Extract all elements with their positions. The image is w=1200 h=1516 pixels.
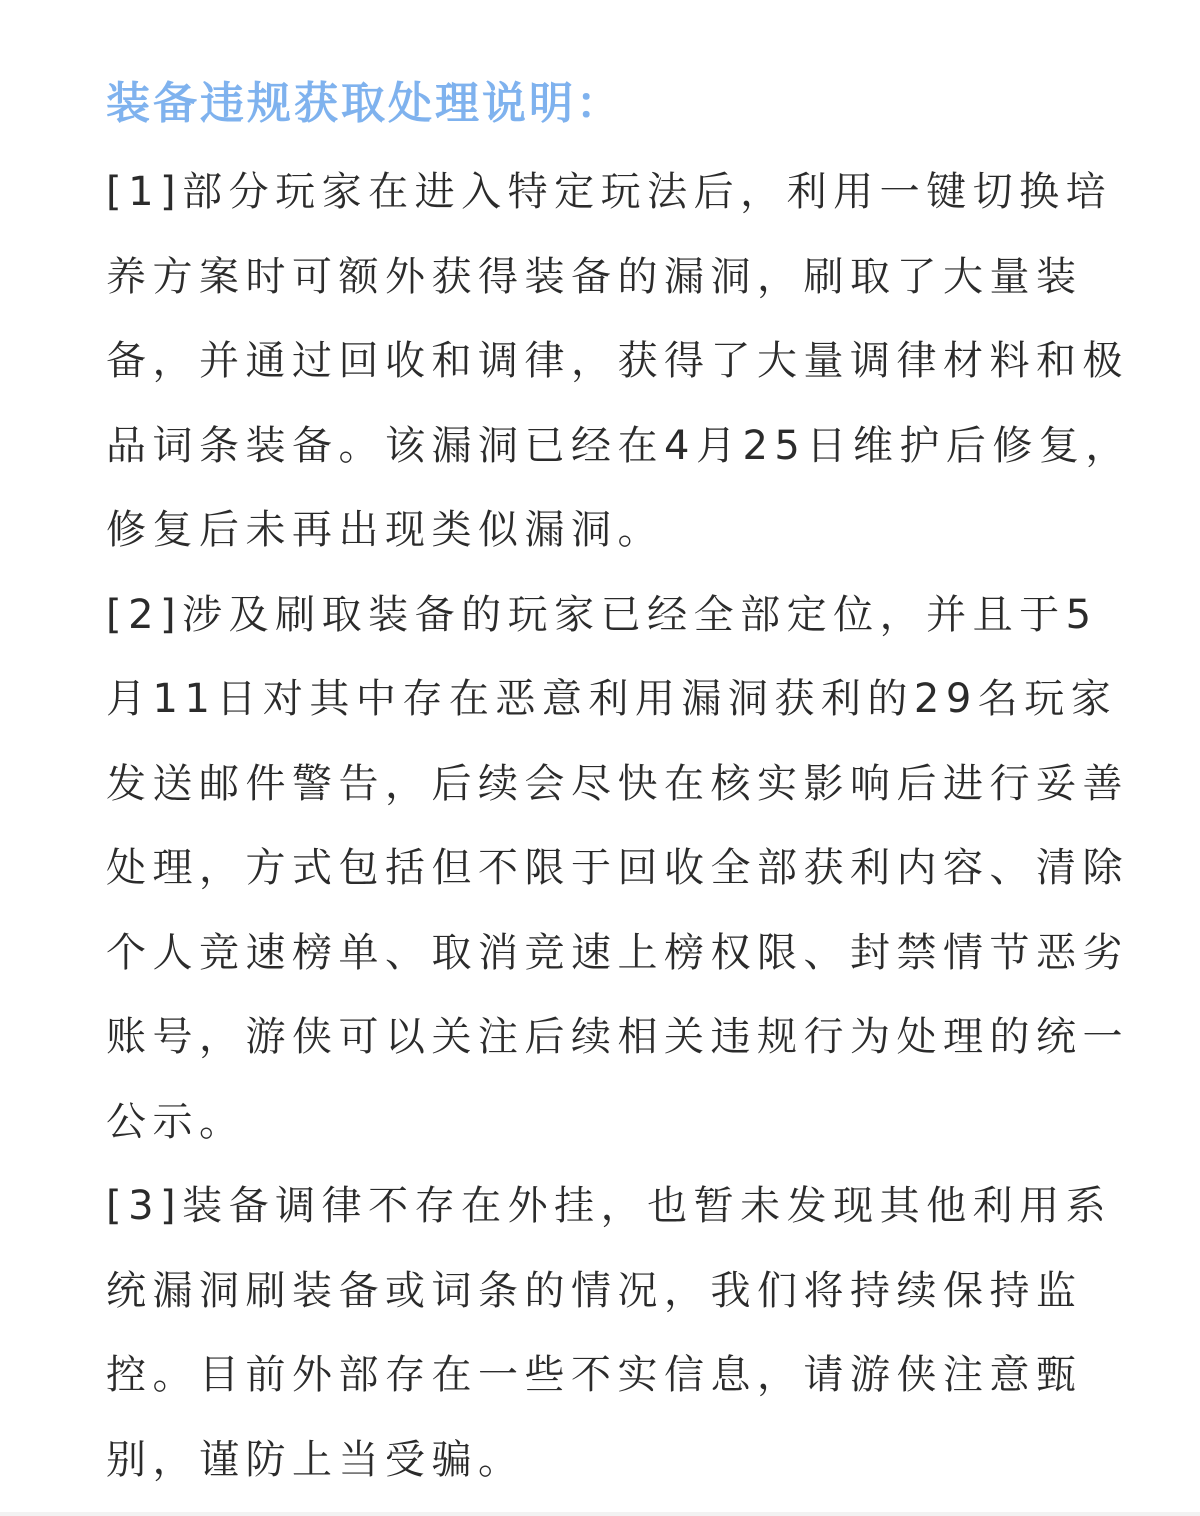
paragraph-3 xyxy=(106,1164,1113,1502)
paragraph-line: 公示。 xyxy=(106,1098,246,1145)
paragraph-line: [3]装备调律不存在外挂，也暂未发现其他利用系 xyxy=(106,1183,1113,1229)
paragraph-line: 修复后未再出现类似漏洞。 xyxy=(106,507,664,553)
paragraph-line: 统漏洞刷装备或词条的情况，我们将持续保持监 xyxy=(106,1267,1083,1314)
document-body xyxy=(106,150,1132,1502)
bottom-divider xyxy=(0,1512,1200,1516)
paragraph-line: 发送邮件警告，后续会尽快在核实影响后进行妥善 xyxy=(106,760,1129,807)
paragraph-line: 控。目前外部存在一些不实信息，请游侠注意甄 xyxy=(106,1352,1083,1398)
paragraph-line: 养方案时可额外获得装备的漏洞，刷取了大量装 xyxy=(106,253,1083,300)
paragraph-line: [2]涉及刷取装备的玩家已经全部定位，并且于5 xyxy=(106,591,1098,638)
paragraph-line: 备，并通过回收和调律，获得了大量调律材料和极 xyxy=(106,338,1129,384)
paragraph-line: 别，谨防上当受骗。 xyxy=(106,1436,525,1483)
paragraph-line: [1]部分玩家在进入特定玩法后，利用一键切换培 xyxy=(106,169,1113,215)
paragraph-2 xyxy=(106,573,1129,1165)
paragraph-line: 品词条装备。该漏洞已经在4月25日维护后修复， xyxy=(106,422,1132,469)
paragraph-1 xyxy=(106,150,1132,573)
paragraph-line: 个人竞速榜单、取消竞速上榜权限、封禁情节恶劣 xyxy=(106,929,1129,976)
document-title: 装备违规获取处理说明： xyxy=(106,78,623,129)
paragraph-line: 月11日对其中存在恶意利用漏洞获利的29名玩家 xyxy=(106,676,1118,722)
paragraph-line: 处理，方式包括但不限于回收全部获利内容、清除 xyxy=(106,845,1129,891)
paragraph-line: 账号，游侠可以关注后续相关违规行为处理的统一 xyxy=(106,1014,1129,1060)
